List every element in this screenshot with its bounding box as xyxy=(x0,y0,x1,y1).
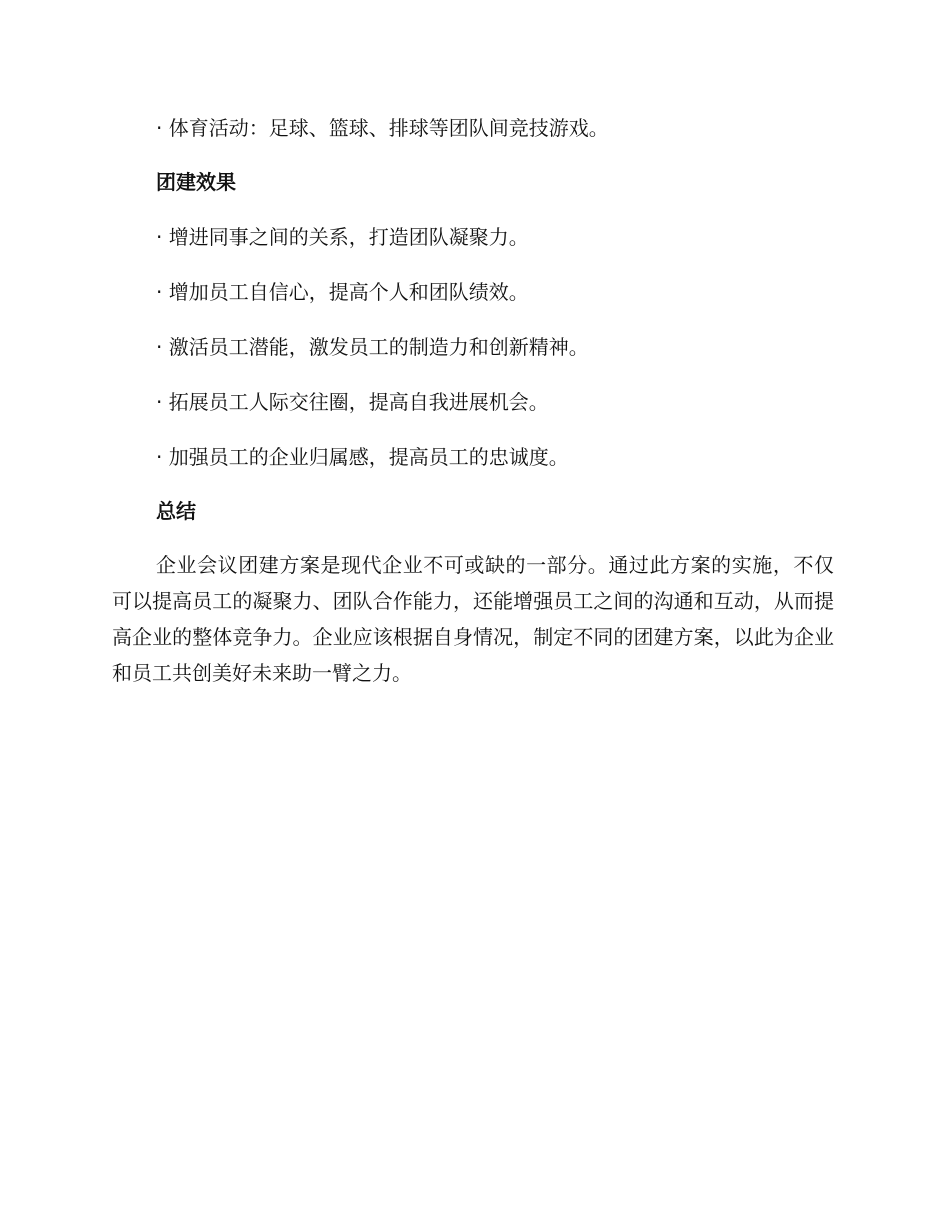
bullet-effect-2: · 增加员工自信心，提高个人和团队绩效。 xyxy=(156,280,529,304)
section-heading-summary: 总结 xyxy=(156,499,196,523)
bullet-effect-3: · 激活员工潜能，激发员工的制造力和创新精神。 xyxy=(156,335,589,359)
bullet-effect-4: · 拓展员工人际交往圈，提高自我进展机会。 xyxy=(156,390,549,414)
bullet-sports-activities: · 体育活动：足球、篮球、排球等团队间竞技游戏。 xyxy=(156,116,609,140)
summary-paragraph: 企业会议团建方案是现代企业不可或缺的一部分。通过此方案的实施，不仅可以提高员工的凝聚力、团队合作能力，还能增强员工之间的沟通和互动，从而提高企业的整体竞争力。企业应该根据自身情况，制定不同的团建方案，以此为企业和员工共创美好未来助一臂之力。 xyxy=(112,553,834,685)
bullet-effect-5: · 加强员工的企业归属感，提高员工的忠诚度。 xyxy=(156,445,569,469)
bullet-effect-1: · 增进同事之间的关系，打造团队凝聚力。 xyxy=(156,225,529,249)
section-heading-effects: 团建效果 xyxy=(156,170,236,194)
